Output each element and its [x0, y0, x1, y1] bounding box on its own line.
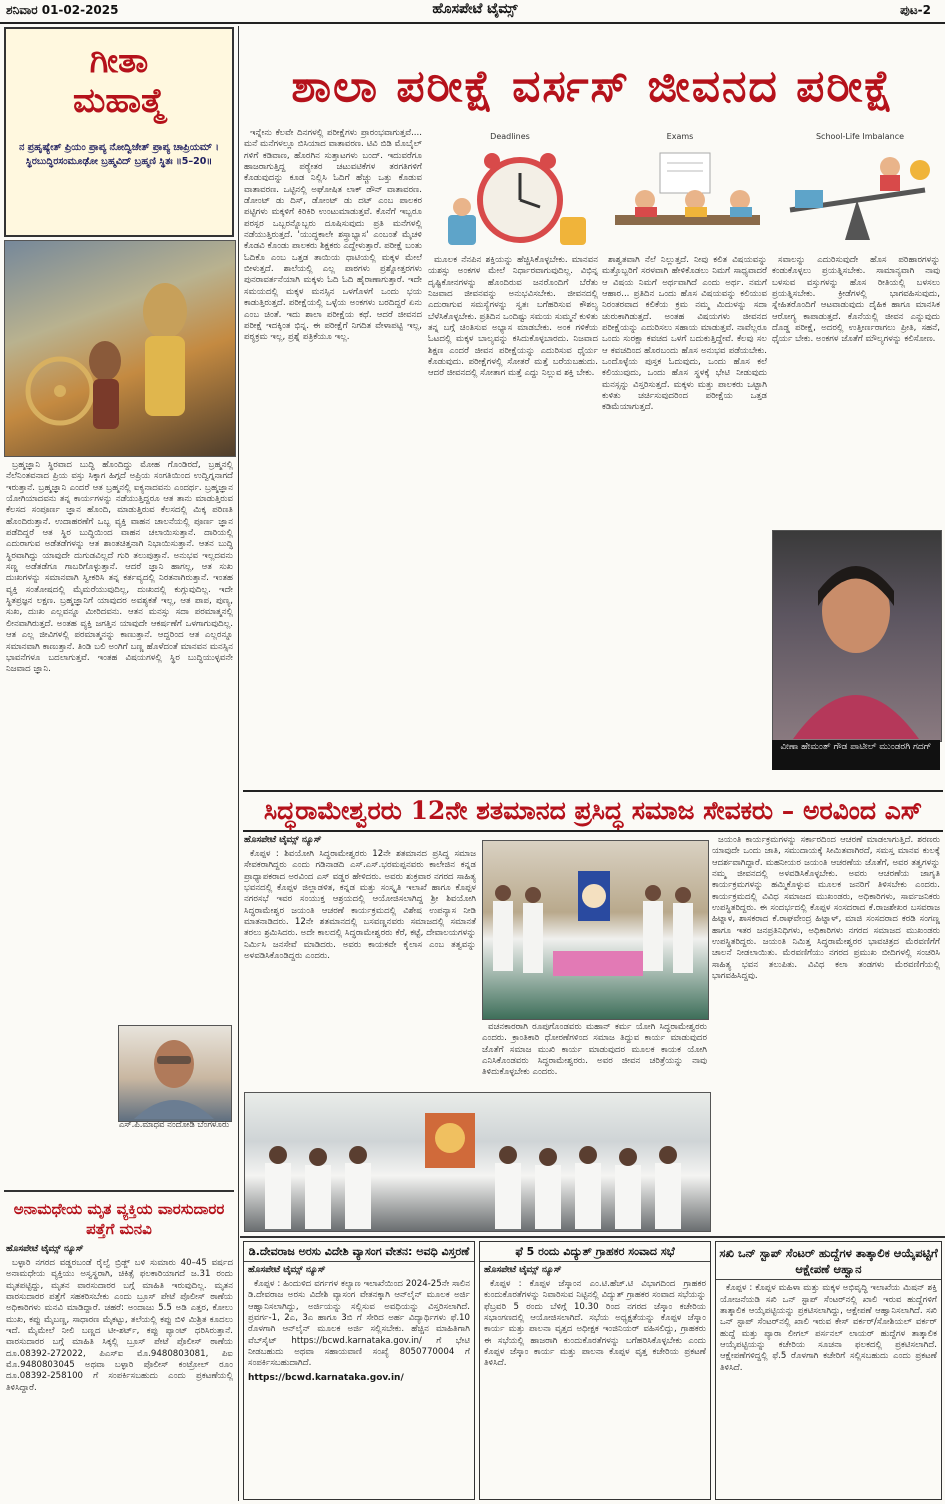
vertical-divider	[238, 26, 239, 1501]
page-number: ಪುಟ-2	[900, 3, 931, 17]
event-photo-procession	[244, 1092, 711, 1232]
lead-title: ಶಾಲಾ ಪರೀಕ್ಷೆ ವರ್ಸಸ್ ಜೀವನದ ಪರೀಕ್ಷೆ	[291, 61, 895, 112]
gita-body	[6, 460, 233, 1020]
stage-people-icon	[483, 841, 706, 1017]
story2-col2-text: ವಚನಕಾರರಾಗಿ ರೂಪುಗೊಂಡವರು ಮಹಾನ್ ಕರ್ಮ ಯೋಗಿ ಸಿದ್ಧರಾಮೇಶ್ವರರು ಎಂದರು. ಕ್ರಾಂತಿಕಾರಿ ಧೋರಣೆಗಳಿಂದ ಸಮಾಜ ತಿದ್ದುವ ಕಾರ್ಯ ಮಾಡುವುದರ ಜೊತೆಗೆ ಸಮಾಜ ಮುಖಿ ಕಾರ್ಯ ಮಾಡುವುದರ ಮೂಲಕ ಕಾಯಕ ಯೋಗಿ ಎನಿಸಿಕೊಂಡವರು ಸಿದ್ಧರಾಮೇಶ್ವರರು. ಅವರ ಜೀವನ ಚರಿತ್ರೆಯನ್ನು ನಾವು ತಿಳಿದುಕೊಳ್ಳಬೇಕು ಎಂದರು.	[482, 1022, 707, 1078]
lead-col1	[244, 128, 422, 780]
gita-title-line1: ಗೀತಾ	[89, 41, 149, 81]
imbalance-illustration	[775, 145, 940, 250]
story2-col1	[244, 835, 476, 1085]
person-silhouette	[119, 1026, 229, 1119]
appeal-body: ಬಳ್ಳಾರಿ ನಗರದ ವಡ್ಡರಬಂಡೆ ರೈಲ್ವೆ ಬ್ರಿಡ್ಜ್ ಬಳಿ ಸುಮಾರು 40–45 ವರ್ಷದ ಅನಾಮಧೇಯ ವ್ಯಕ್ತಿಯು ಅಸ್ವಸ್ಥರಾಗಿ, ಚಿಕಿತ್ಸೆ ಫಲಕಾರಿಯಾಗದೆ ಜ.31 ರಂದು ಮೃತಪಟ್ಟಿದ್ದು, ಮೃತನ ವಾರಸುದಾರರ ಬಗ್ಗೆ ಮಾಹಿತಿ ಇರುವುದಿಲ್ಲ. ಮೃತನ ವಾರಸುದಾರರ ಪತ್ತೆಗೆ ಸಹಕರಿಸಬೇಕು ಎಂದು ಬ್ರೂಸ್ ಪೇಟೆ ಪೊಲೀಸ್ ಠಾಣೆಯ ಅಧಿಕಾರಿಗಳು ಮನವಿ ಮಾಡಿದ್ದಾರೆ. ಚಹರೆ: ಅಂದಾಜು 5.5 ಅಡಿ ಎತ್ತರ, ಕೋಲು ಮುಖ, ಕಪ್ಪು ಮೈಬಣ್ಣ, ಸಾಧಾರಣ ಮೈಕಟ್ಟು, ತಲೆಯಲ್ಲಿ ಕಪ್ಪು ಬಿಳಿ ಮಿಶ್ರಿತ ಕೂದಲು ಇದೆ. ಮೈಮೇಲೆ ನೀಲಿ ಬಣ್ಣದ ಟೀ-ಶರ್ಟ್, ಕಪ್ಪು ಪ್ಯಾಂಟ್ ಧರಿಸಿರುತ್ತಾನೆ. ವಾರಸುದಾರರ ಬಗ್ಗೆ ಮಾಹಿತಿ ಸಿಕ್ಕಲ್ಲಿ ಬ್ರೂಸ್ ಪೇಟೆ ಪೊಲೀಸ್ ಠಾಣೆಯ ದೂ.08392-272022, ಪಿಎಸ್ಐ ಮೊ.9480803081, ಪಿಐ ಮೊ.9480803045 ಅಥವಾ ಬಳ್ಳಾರಿ ಪೊಲೀಸ್ ಕಂಟ್ರೋಲ್ ರೂಂ ದೂ.08392-258100 ಗೆ ಸಂಪರ್ಕಿಸಬಹುದು ಎಂದು ಪ್ರಕಟಣೆಯಲ್ಲಿ ತಿಳಿಸಿದ್ದಾರೆ.	[6, 1257, 233, 1393]
story2-col3	[712, 835, 940, 1230]
brief1-box	[243, 1241, 475, 1500]
seesaw-icon	[775, 145, 940, 250]
illus-label-exams: Exams	[666, 132, 694, 141]
author-photo-veena	[772, 530, 942, 742]
brief3-box	[715, 1241, 942, 1500]
gita-verse: ನ ಪ್ರಹೃಷ್ಯೇತ್ ಪ್ರಿಯಂ ಪ್ರಾಪ್ಯ ನೋದ್ವಿಜೇತ್ ಪ್ರಾಪ್ಯ ಚಾಪ್ರಿಯಮ್ । ಸ್ಥಿರಬುದ್ಧಿರಸಂಮೂಢೋ ಬ್ರಹ್ಮವಿದ್ ಬ್ರಹ್ಮಣಿ ಸ್ಥಿತಃ ॥5–20॥	[19, 142, 219, 167]
gita-box	[4, 27, 234, 237]
author-caption-madhava	[118, 1120, 230, 1131]
appeal-title: ಅನಾಮಧೇಯ ಮೃತ ವ್ಯಕ್ತಿಯ ವಾರಸುದಾರರ ಪತ್ತೆಗೆ ಮನವಿ	[13, 1200, 225, 1238]
chariot-illustration	[5, 241, 233, 454]
divider-bottom	[240, 1236, 945, 1238]
brief1-text	[244, 1262, 474, 1498]
story2-col2	[482, 1022, 707, 1087]
lead-col4	[772, 255, 940, 525]
issue-date: ಶನಿವಾರ 01-02-2025	[6, 3, 119, 17]
bcwd-website-link[interactable]: https://bcwd.karnataka.gov.in/	[248, 1372, 404, 1383]
story2-byline: ಹೊಸಪೇಟೆ ಟೈಮ್ಸ್ ನ್ಯೂಸ್	[244, 835, 322, 845]
brief3-title: ಸಖಿ ಒನ್ ಸ್ಟಾಪ್ ಸೆಂಟರ್ ಹುದ್ದೆಗಳ ತಾತ್ಕಾಲಿಕ ಆಯ್ಕೆಪಟ್ಟಿಗೆ ಆಕ್ಷೇಪಣೆ ಆಹ್ವಾನ	[716, 1242, 941, 1280]
lead-col2	[428, 255, 598, 780]
brief2-text	[480, 1262, 710, 1498]
woman-portrait	[773, 531, 939, 739]
brief2-title: ಫೆ 5 ರಂದು ವಿದ್ಯುತ್ ಗ್ರಾಹಕರ ಸಂವಾದ ಸಭೆ	[480, 1242, 710, 1262]
story2-col1-text: ಕೊಪ್ಪಳ : ಶಿವಯೋಗಿ ಸಿದ್ಧರಾಮೇಶ್ವರರು 12ನೇ ಶತಮಾನದ ಪ್ರಸಿದ್ಧ ಸಮಾಜ ಸೇವಕರಾಗಿದ್ದರು ಎಂದು ಗಡಿನಾಡದಿ ಎಸ್.ಎಸ್.ಭರಮಪ್ಪನವರು ಕಾಲೇಜಿನ ಕನ್ನಡ ಪ್ರಾಧ್ಯಾಪಕರಾದ ಅರವಿಂದ ಎಸ್ ವಡ್ಡರ ಹೇಳಿದರು. ಅವರು ಶುಕ್ರವಾರ ನಗರದ ಸಾಹಿತ್ಯ ಭವನದಲ್ಲಿ ಕೊಪ್ಪಳ ಜಿಲ್ಲಾಡಳಿತ, ಕನ್ನಡ ಮತ್ತು ಸಂಸ್ಕೃತಿ ಇಲಾಖೆ ಹಾಗೂ ಕೊಪ್ಪಳ ನಗರಸಭೆ ಇವರ ಸಂಯುಕ್ತ ಆಶ್ರಯದಲ್ಲಿ ಆಯೋಜಿಸಲಾಗಿದ್ದ ಶ್ರೀ ಶಿವಯೋಗಿ ಸಿದ್ಧರಾಮೇಶ್ವರ ಜಯಂತಿ ಆಚರಣೆ ಕಾರ್ಯಕ್ರಮದಲ್ಲಿ ವಿಶೇಷ ಉಪನ್ಯಾಸ ನೀಡಿ ಮಾತನಾಡಿದರು. 12ನೇ ಶತಮಾನದಲ್ಲಿ ಬಸವಣ್ಣನವರು ಸಮಾಜದಲ್ಲಿ ಸಮಾನತೆ ತರಲು ಶ್ರಮಿಸಿದರು. ಅದೇ ಕಾಲದಲ್ಲಿ ಸಿದ್ಧರಾಮೇಶ್ವರರು ಕೆರೆ, ಕಟ್ಟೆ, ದೇವಾಲಯಗಳನ್ನು ನಿರ್ಮಿಸಿ ಜನಸೇವೆ ಮಾಡಿದರು. ಅವರು ಕಾಯಕವೇ ಕೈಲಾಸ ಎಂಬ ತತ್ವವನ್ನು ಅಳವಡಿಸಿಕೊಂಡಿದ್ದರು ಎಂದರು.	[244, 848, 476, 961]
exam-desk-icon	[605, 145, 770, 250]
story2-col3-text: ಜಯಂತಿ ಕಾರ್ಯಕ್ರಮಗಳನ್ನು ಸರ್ಕಾರದಿಂದ ಆಚರಣೆ ಮಾಡಲಾಗುತ್ತಿದೆ. ಶರಣರು ಯಾವುದೇ ಒಂದು ಜಾತಿ, ಸಮುದಾಯಕ್ಕೆ ಸೀಮಿತವಾಗಿರದೆ, ಸಮಸ್ತ ಮಾನವ ಕುಲಕ್ಕೆ ಆದರ್ಶವಾಗಿದ್ದಾರೆ. ಮಹನೀಯರ ಜಯಂತಿ ಆಚರಣೆಯ ಜೊತೆಗೆ, ಅವರ ತತ್ವಗಳನ್ನು ನಮ್ಮ ಜೀವನದಲ್ಲಿ ಅಳವಡಿಸಿಕೊಳ್ಳಬೇಕು. ಅವರು ಆಚರಣೆಯ ಜಾಗೃತಿ ಕಾರ್ಯಕ್ರಮಗಳನ್ನು ಹಮ್ಮಿಕೊಳ್ಳುವ ಮೂಲಕ ಜನರಿಗೆ ತಿಳಿಸಬೇಕು ಎಂದರು. ಕಾರ್ಯಕ್ರಮದಲ್ಲಿ ವಿವಿಧ ಸಮಾಜದ ಮುಖಂಡರು, ಅಧಿಕಾರಿಗಳು, ಸಾರ್ವಜನಿಕರು ಉಪಸ್ಥಿತರಿದ್ದರು. ಈ ಸಂದರ್ಭದಲ್ಲಿ ಕೊಪ್ಪಳ ಸಂಸದರಾದ ಕೆ.ರಾಜಶೇಖರ ಬಸವರಾಜ ಹಿಟ್ನಾಳ, ಶಾಸಕರಾದ ಕೆ.ರಾಘವೇಂದ್ರ ಹಿಟ್ನಾಳ್, ಮಾಜಿ ಸಂಸದರಾದ ಕರಡಿ ಸಂಗಣ್ಣ ಹಾಗೂ ಇತರ ಜನಪ್ರತಿನಿಧಿಗಳು, ಅಧಿಕಾರಿಗಳು ನಗರದ ಸಮಾಜದ ಮುಖಂಡರು ಉಪಸ್ಥಿತರಿದ್ದರು. ಜಯಂತಿ ನಿಮಿತ್ತ ಸಿದ್ಧರಾಮೇಶ್ವರರ ಭಾವಚಿತ್ರದ ಮೆರವಣಿಗೆಗೆ ಚಾಲನೆ ನೀಡಲಾಯಿತು. ಮೆರವಣಿಗೆಯು ನಗರದ ಪ್ರಮುಖ ಬೀದಿಗಳಲ್ಲಿ ಸಂಚರಿಸಿ ಸಾಹಿತ್ಯ ಭವನ ತಲುಪಿತು. ವಿವಿಧ ಕಲಾ ತಂಡಗಳು ಮೆರವಣಿಗೆಯಲ್ಲಿ ಭಾಗವಹಿಸಿದ್ದವು.	[712, 835, 940, 982]
brief1-title: ಡಿ.ದೇವರಾಜ ಅರಸು ವಿದೇಶಿ ವ್ಯಾಸಂಗ ವೇತನ: ಅವಧಿ ವಿಸ್ತರಣೆ	[244, 1242, 474, 1262]
illus-label-deadlines: Deadlines	[490, 132, 530, 141]
author-caption-veena	[772, 740, 940, 770]
lead-col2-text: ಮೂಲಕ ನೆನಪಿನ ಶಕ್ತಿಯನ್ನು ಹೆಚ್ಚಿಸಿಕೊಳ್ಳಬೇಕು. ಮಾನವನ ಯಶಸ್ಸು ಅಂಕಗಳ ಮೇಲೆ ನಿರ್ಧಾರವಾಗುವುದಿಲ್ಲ. ವಿಭಿನ್ನ ದೃಷ್ಟಿಕೋನಗಳನ್ನು ಹೊಂದಿರುವ ಜನರೊಂದಿಗೆ ಬೆರೆತು ನಿಜವಾದ ಜೀವನವನ್ನು ಅನುಭವಿಸಬೇಕು. ಜೀವನದಲ್ಲಿ ಎದುರಾಗುವ ಸಮಸ್ಯೆಗಳನ್ನು ಸ್ವತಃ ಬಗೆಹರಿಸುವ ಕೌಶಲ್ಯ ಬೆಳೆಸಿಕೊಳ್ಳಬೇಕು. ಪ್ರತಿದಿನ ಒಂದಿಷ್ಟು ಸಮಯ ಸುಮ್ಮನೆ ಕುಳಿತು ತನ್ನ ಬಗ್ಗೆ ಚಿಂತಿಸುವ ಅಭ್ಯಾಸ ಮಾಡಬೇಕು. ಅಂಕ ಗಳಿಕೆಯ ಓಟದಲ್ಲಿ ಮಕ್ಕಳ ಬಾಲ್ಯವನ್ನು ಕಸಿದುಕೊಳ್ಳಬಾರದು. ನಿಜವಾದ ಶಿಕ್ಷಣ ಎಂದರೆ ಜೀವನ ಪರೀಕ್ಷೆಯನ್ನು ಎದುರಿಸುವ ಧೈರ್ಯ ಕೊಡುವುದು. ಪರೀಕ್ಷೆಗಳಲ್ಲಿ ಸೋತರೆ ಮತ್ತೆ ಬರೆಯಬಹುದು. ಆದರೆ ಜೀವನದಲ್ಲಿ ಸೋತಾಗ ಮತ್ತೆ ಎದ್ದು ನಿಲ್ಲುವ ಶಕ್ತಿ ಬೇಕು.	[428, 255, 598, 379]
divider-left	[4, 1190, 234, 1192]
krishna-arjuna-painting	[4, 240, 236, 457]
brief3-body: ಕೊಪ್ಪಳ : ಕೊಪ್ಪಳ ಮಹಿಳಾ ಮತ್ತು ಮಕ್ಕಳ ಅಭಿವೃದ್ಧಿ ಇಲಾಖೆಯ ಮಿಷನ್ ಶಕ್ತಿ ಯೋಜನೆಯಡಿ ಸಖಿ ಒನ್ ಸ್ಟಾಪ್ ಸೆಂಟರ್‌ನಲ್ಲಿ ಖಾಲಿ ಇರುವ ಹುದ್ದೆಗಳಿಗೆ ತಾತ್ಕಾಲಿಕ ಆಯ್ಕೆಪಟ್ಟಿಯನ್ನು ಪ್ರಕಟಿಸಲಾಗಿದ್ದು, ಆಕ್ಷೇಪಣೆ ಆಹ್ವಾನಿಸಲಾಗಿದೆ. ಸಖಿ ಒನ್ ಸ್ಟಾಪ್ ಸೆಂಟರ್‌ನಲ್ಲಿ ಖಾಲಿ ಇರುವ ಕೇಸ್ ವರ್ಕರ್/ಸೋಶಿಯಲ್ ವರ್ಕರ್ ಹುದ್ದೆ ಮತ್ತು ಪ್ಯಾರಾ ಲೀಗಲ್ ಪರ್ಸನಲ್ ಲಾಯರ್ ಹುದ್ದೆಗಳ ತಾತ್ಕಾಲಿಕ ಆಯ್ಕೆಪಟ್ಟಿಯನ್ನು ಕಚೇರಿಯ ಸೂಚನಾ ಫಲಕದಲ್ಲಿ ಪ್ರಕಟಿಸಲಾಗಿದೆ. ಆಕ್ಷೇಪಣೆಗಳಿದ್ದಲ್ಲಿ ಫೆ.5 ರೊಳಗಾಗಿ ಕಚೇರಿಗೆ ಸಲ್ಲಿಸಬಹುದು ಎಂದು ಪ್ರಕಟಣೆ ತಿಳಿಸಿದೆ.	[720, 1283, 937, 1373]
brief2-byline: ಹೊಸಪೇಟೆ ಟೈಮ್ಸ್ ನ್ಯೂಸ್	[484, 1265, 562, 1275]
appeal-article	[6, 1244, 233, 1499]
gita-body-text: ಬ್ರಹ್ಮಜ್ಞಾನಿ ಸ್ಥಿರವಾದ ಬುದ್ಧಿ ಹೊಂದಿದ್ದು ಮೋಹ ಗೊಂಡಿರದೆ, ಬ್ರಹ್ಮನಲ್ಲಿ ನೆಲೆನಿಂತವನಾದ ಪ್ರಿಯ ವಸ್ತು ಸಿಕ್ಕಾಗ ಹಿಗ್ಗದೆ ಅಪ್ರಿಯ ಸಂಗತಿಯಿಂದ ಉದ್ವಿಗ್ನನಾಗದೆ ಇರುತ್ತಾನೆ. ಬ್ರಹ್ಮಜ್ಞಾನಿ ಎಂದರೆ ಆತ ಬ್ರಹ್ಮನಲ್ಲಿ ಐಕ್ಯನಾದವನು ಎಂದರ್ಥ. ಬ್ರಹ್ಮಜ್ಞಾನ ಯೋಗಿಯಾದವನು ತನ್ನ ಕಾರ್ಯಗಳನ್ನು ನಡೆಯುತ್ತಿದ್ದರೂ ಆತ ತಾನು ಮಾಡುತ್ತಿರುವ ಕೆಲಸದ ಸಂಪೂರ್ಣ ಜ್ಞಾನ ಹೊಂದಿ, ಮಾಡುತ್ತಿರುವ ಕೆಲಸದಲ್ಲಿ ಮಿಕ್ಕ ಪರಿಣತಿ ಹೊಂದಿರುತ್ತಾನೆ. ಉದಾಹರಣೆಗೆ ಒಬ್ಬ ವ್ಯಕ್ತಿ ವಾಹನ ಚಾಲನೆಯಲ್ಲಿ ಪೂರ್ಣ ಜ್ಞಾನ ಪಡೆದಿದ್ದರೆ ಆತ ಸ್ಥಿರ ಬುದ್ಧಿಯಿಂದ ವಾಹನ ಚಲಾಯಿಸುತ್ತಾನೆ. ದಾರಿಯಲ್ಲಿ ಎದುರಾಗುವ ಅಡೆತಡೆಗಳನ್ನು ಆತ ಶಾಂತಚಿತ್ತನಾಗಿ ನಿಭಾಯಿಸುತ್ತಾನೆ. ಆತನ ಬುದ್ಧಿ ಸ್ಥಿರವಾಗಿದ್ದು ಯಾವುದೇ ದುಗುಡವಿಲ್ಲದೆ ಗುರಿ ತಲುಪುತ್ತಾನೆ. ಅನುಭವ ಇಲ್ಲದವನು ಸಣ್ಣ ಅಡೆತಡೆಗೂ ಗಾಬರಿಗೊಳ್ಳುತ್ತಾನೆ. ಆದರೆ ಜ್ಞಾನಿ ಹಾಗಲ್ಲ, ಆತ ಸುಖ ದುಃಖಗಳನ್ನು ಸಮಾನವಾಗಿ ಸ್ವೀಕರಿಸಿ ತನ್ನ ಕರ್ತವ್ಯದಲ್ಲಿ ನಿರತನಾಗಿರುತ್ತಾನೆ. ಇಂತಹ ವ್ಯಕ್ತಿ ಸಂತೋಷದಲ್ಲಿ ಮೈಮರೆಯುವುದಿಲ್ಲ, ದುಃಖದಲ್ಲಿ ಕುಗ್ಗುವುದಿಲ್ಲ. ಇದೇ ಸ್ಥಿತಪ್ರಜ್ಞನ ಲಕ್ಷಣ. ಬ್ರಹ್ಮಜ್ಞಾನಿಗೆ ಯಾವುದರ ಅವಶ್ಯಕತೆ ಇಲ್ಲ, ಆತ ಪಾಪ, ಪುಣ್ಯ, ಸುಖ, ದುಃಖ ಎಲ್ಲವನ್ನೂ ಮೀರಿದವನು. ಆತನ ಮನಸ್ಸು ಸದಾ ಪರಮಾತ್ಮನಲ್ಲಿ ಲೀನವಾಗಿರುತ್ತದೆ. ಅಂತಹ ವ್ಯಕ್ತಿ ಜಗತ್ತಿನ ಯಾವುದೇ ಆಕರ್ಷಣೆಗೆ ಒಳಗಾಗುವುದಿಲ್ಲ. ಆತ ಎಲ್ಲ ಜೀವಿಗಳಲ್ಲಿ ಪರಮಾತ್ಮನನ್ನು ಕಾಣುತ್ತಾನೆ. ಆದ್ದರಿಂದ ಆತ ಎಲ್ಲರನ್ನೂ ಸಮಾನವಾಗಿ ಕಾಣುತ್ತಾನೆ. ತಿಂಡಿ ಬಲಿ ಅಂಗಿಗೆ ಬಣ್ಣ ಹೊಳೆದಂತೆ ಮಾನವನ ಮನಸ್ಸಿನ ಭಾವನೆಗಳೂ ಬದಲಾಗುತ್ತವೆ. ಇಂತಹ ವಿಷಯಗಳಲ್ಲಿ ಸ್ಥಿರ ಬುದ್ಧಿಯುಳ್ಳವನೇ ನಿಜವಾದ ಜ್ಞಾನಿ.	[6, 460, 233, 675]
brief3-text	[716, 1280, 941, 1501]
author-caption-text: ಎಸ್.ಪಿ.ಮಾಧವ ನಂದೋಡಿ ಬೆಂಗಳೂರು	[118, 1120, 230, 1130]
brief2-box	[479, 1241, 711, 1500]
author-caption-veena-text: ವೀಣಾ ಹೇಮಂತ್ ಗೌಡ ಪಾಟೀಲ್ ಮುಂಡರಗಿ ಗದಗ್	[780, 742, 932, 752]
appeal-byline: ಹೊಸಪೇಟೆ ಟೈಮ್ಸ್ ನ್ಯೂಸ್	[6, 1244, 84, 1254]
deadlines-illustration	[430, 145, 600, 250]
brief2-body: ಕೊಪ್ಪಳ : ಕೊಪ್ಪಳ ಜೆಸ್ಕಾಂನ ಎಂ.ಟಿ.ಹೆಚ್.ಟಿ ವಿಭಾಗದಿಂದ ಗ್ರಾಹಕರ ಕುಂದುಕೊರತೆಗಳನ್ನು ನಿವಾರಿಸುವ ನಿಟ್ಟಿನಲ್ಲಿ ವಿದ್ಯುತ್ ಗ್ರಾಹಕರ ಸಂವಾದ ಸಭೆಯನ್ನು ಫೆಬ್ರವರಿ 5 ರಂದು ಬೆಳಿಗ್ಗೆ 10.30 ರಿಂದ ನಗರದ ಜೆಸ್ಕಾಂ ಕಚೇರಿಯ ಸಭಾಂಗಣದಲ್ಲಿ ಆಯೋಜಿಸಲಾಗಿದೆ. ಸಭೆಯ ಅಧ್ಯಕ್ಷತೆಯನ್ನು ಕೊಪ್ಪಳ ಜೆಸ್ಕಾಂ ಕಾರ್ಯ ಮತ್ತು ಪಾಲನಾ ವೃತ್ತದ ಅಧೀಕ್ಷಕ ಇಂಜಿನಿಯರ್ ವಹಿಸಲಿದ್ದು, ಗ್ರಾಹಕರು ಈ ಸಭೆಯಲ್ಲಿ ಹಾಜರಾಗಿ ಕುಂದುಕೊರತೆಗಳನ್ನು ಬಗೆಹರಿಸಿಕೊಳ್ಳಬೇಕು ಎಂದು ಕೊಪ್ಪಳ ಜೆಸ್ಕಾಂ ಕಾರ್ಯ ಮತ್ತು ಪಾಲನಾ ಕೊಪ್ಪಳ ವೃತ್ತ ಕಚೇರಿಯ ಪ್ರಕಟಣೆ ತಿಳಿಸಿದೆ.	[484, 1278, 706, 1369]
procession-people-icon	[245, 1093, 708, 1229]
author-photo-madhava	[118, 1025, 232, 1122]
exams-illustration	[605, 145, 770, 250]
lead-col3	[602, 255, 767, 780]
lead-col3-text: ಶಾಶ್ವತವಾಗಿ ನೆಲೆ ನಿಲ್ಲುತ್ತದೆ. ನೀವು ಕಲಿತ ವಿಷಯವನ್ನು ಮತ್ತೊಬ್ಬರಿಗೆ ಸರಳವಾಗಿ ಹೇಳಿಕೊಡಲು ನಿಮಗೆ ಸಾಧ್ಯವಾದರೆ ಆ ವಿಷಯ ನಿಮಗೆ ಅರ್ಥವಾಗಿದೆ ಎಂದು ಅರ್ಥ. ನಮಗೆ ಆಹಾರ... ಪ್ರತಿದಿನ ಒಂದು ಹೊಸ ವಿಷಯವನ್ನು ಕಲಿಯುವ ನಿರಂತರವಾದ ಕಲಿಕೆಯ ಕ್ರಮ ನಮ್ಮ ಮಿದುಳನ್ನು ಸದಾ ಚುರುಕಾಗಿಡುತ್ತದೆ. ಅಂತಹ ವಿಷಯಗಳು ಜೀವನದ ಪರೀಕ್ಷೆಯನ್ನು ಎದುರಿಸಲು ಸಹಾಯ ಮಾಡುತ್ತವೆ. ನಾವೆಲ್ಲರೂ ಒಂದು ಸುರಕ್ಷಾ ಕವಚದ ಒಳಗೆ ಬದುಕುತ್ತಿದ್ದೇವೆ. ಕೆಲವು ಸಲ ಆ ಕವಚದಿಂದ ಹೊರಬಂದು ಹೊಸ ಅನುಭವ ಪಡೆಯಬೇಕು. ಒಂದೊಳ್ಳೆಯ ಪುಸ್ತಕ ಓದುವುದು, ಒಂದು ಹೊಸ ಕಲೆ ಕಲಿಯುವುದು, ಒಂದು ಹೊಸ ಸ್ಥಳಕ್ಕೆ ಭೇಟಿ ನೀಡುವುದು ಮನಸ್ಸನ್ನು ವಿಸ್ತರಿಸುತ್ತದೆ. ಮಕ್ಕಳು ಮತ್ತು ಪಾಲಕರು ಒಟ್ಟಾಗಿ ಕುಳಿತು ಚರ್ಚಿಸುವುದರಿಂದ ಪರೀಕ್ಷೆಯ ಒತ್ತಡ ಕಡಿಮೆಯಾಗುತ್ತದೆ.	[602, 255, 767, 413]
clock-icon	[430, 145, 600, 250]
illus-label-imbalance: School-Life Imbalance	[815, 132, 905, 141]
story2-title: ಸಿದ್ಧರಾಮೇಶ್ವರರು 12ನೇ ಶತಮಾನದ ಪ್ರಸಿದ್ಧ ಸಮಾಜ ಸೇವಕರು – ಅರವಿಂದ ಎಸ್	[243, 790, 943, 832]
masthead: ಹೊಸಪೇಟೆ ಟೈಮ್ಸ್	[432, 1, 518, 17]
brief1-body: ಕೊಪ್ಪಳ : ಹಿಂದುಳಿದ ವರ್ಗಗಳ ಕಲ್ಯಾಣ ಇಲಾಖೆಯಿಂದ 2024-25ನೇ ಸಾಲಿನ ಡಿ.ದೇವರಾಜ ಅರಸು ವಿದೇಶಿ ವ್ಯಾಸಂಗ ವೇತನಕ್ಕಾಗಿ ಆನ್‍ಲೈನ್ ಮೂಲಕ ಅರ್ಜಿ ಆಹ್ವಾನಿಸಲಾಗಿದ್ದು, ಅರ್ಜಿಯನ್ನು ಸಲ್ಲಿಸುವ ಅವಧಿಯನ್ನು ವಿಸ್ತರಿಸಲಾಗಿದೆ. ಪ್ರವರ್ಗ-1, 2ಎ, 3ಎ ಹಾಗೂ 3ಬಿ ಗೆ ಸೇರಿದ ಅರ್ಹ ವಿದ್ಯಾರ್ಥಿಗಳು ಫೆ.10 ರೊಳಗಾಗಿ ಆನ್‍ಲೈನ್ ಮೂಲಕ ಅರ್ಜಿ ಸಲ್ಲಿಸಬೇಕು. ಹೆಚ್ಚಿನ ಮಾಹಿತಿಗಾಗಿ ವೆಬ್‍ಸೈಟ್ https://bcwd.karnataka.gov.in/ ಗೆ ಭೇಟಿ ನೀಡಬಹುದು ಅಥವಾ ಸಹಾಯವಾಣಿ ಸಂಖ್ಯೆ 8050770004 ಗೆ ಸಂಪರ್ಕಿಸಬಹುದಾಗಿದೆ.	[248, 1278, 470, 1369]
lead-col1-text: ಇನ್ನೇನು ಕೆಲವೇ ದಿನಗಳಲ್ಲಿ ಪರೀಕ್ಷೆಗಳು ಪ್ರಾರಂಭವಾಗುತ್ತವೆ.... ಮನೆ ಮನೆಗಳಲ್ಲೂ ಬಿಸಿಯಾದ ವಾತಾವರಣ. ಟಿವಿ ಬಿಡಿ ಮೊಬೈಲ್ ಗಳಿಗೆ ಕಡಿವಾಣ, ಹೊರಗಿನ ಸುತ್ತಾಟಗಳು ಬಂದ್. ಇದುವರೆಗೂ ಹಾಜರಾಗುತ್ತಿದ್ದ ಪಠ್ಯೇತರ ಚಟುವಟಿಕೆಗಳ ತರಗತಿಗಳಿಗೆ ಕೊಡುವುದನ್ನು ಕೂಡ ನಿಲ್ಲಿಸಿ ಓದಿಗೆ ಹೆಚ್ಚು ಒತ್ತು ಕೊಡುವ ವಾತಾವರಣ. ಒಟ್ಟಿನಲ್ಲಿ ಅಘೋಷಿತ ಲಾಕ್ ಡೌನ್ ವಾತಾವರಣ. ಡೋಂಟ್ ಡು ದಿಸ್, ಡೋಂಟ್ ಡು ದಟ್ ಎಂಬ ಪಾಲಕರ ಪಟ್ಟಿಗಳು ಮಕ್ಕಳಿಗೆ ಕಿರಿಕಿರಿ ಉಂಟುಮಾಡುತ್ತವೆ. ಕೊನೆಗೆ ಇಬ್ಬರೂ ಪರಸ್ಪರ ಒಬ್ಬರನ್ನೊಬ್ಬರು ದೂಷಿಸುವುದು ಪ್ರತಿ ಮನೆಗಳಲ್ಲಿ ನಡೆಯುತ್ತಿರುತ್ತದೆ. 'ಯುದ್ಧಕಾಲೇ ಶಸ್ತ್ರಾಭ್ಯಾಸ' ಎಂಬಂತೆ ಮೈಚಳಿ ಕೊಡವಿ ಕೊಂಡು ಪಾಲಕರು ಶಿಕ್ಷಕರು ಎದ್ದೇಳುತ್ತಾರೆ. ಪರೀಕ್ಷೆ ಬಂತು ಓದಿಕೊ ಎಂಬ ಒತ್ತಡ ತಾಯಿಯ ಧಾಟಿಯಲ್ಲಿ ಮಕ್ಕಳ ಮೇಲೆ ಬೀಳುತ್ತದೆ. ಶಾಲೆಯಲ್ಲಿ ಎಲ್ಲ ಪಾಠಗಳು ಪ್ರಶ್ನೋತ್ತರಗಳು ಪುನರಾವರ್ತನೆಯಾಗಿ ಮಕ್ಕಳು ಓದಿ ಓದಿ ಹೈರಾಣಾಗುತ್ತಾರೆ. ಇದೇ ಸಮಯದಲ್ಲಿ ಮಕ್ಕಳ ಮನಸ್ಸಿನ ಒಳಗೊಳಗೆ ಒಂದು ಭಯ ಕಾಡುತ್ತಿರುತ್ತದೆ. ಪರೀಕ್ಷೆಯಲ್ಲಿ ಒಳ್ಳೆಯ ಅಂಕಗಳು ಬರದಿದ್ದರೆ ಏನು ಎಂಬ ಚಿಂತೆ. ಇದು ಶಾಲಾ ಪರೀಕ್ಷೆಯ ಕಥೆ. ಆದರೆ ಜೀವನದ ಪರೀಕ್ಷೆ ಇದಕ್ಕಿಂತ ಭಿನ್ನ. ಈ ಪರೀಕ್ಷೆಗೆ ನಿಗದಿತ ವೇಳಾಪಟ್ಟಿ ಇಲ್ಲ, ಪಠ್ಯಕ್ರಮ ಇಲ್ಲ, ಪ್ರಶ್ನೆ ಪತ್ರಿಕೆಯೂ ಇಲ್ಲ.	[244, 128, 422, 343]
event-photo-stage	[482, 840, 709, 1020]
brief1-byline: ಹೊಸಪೇಟೆ ಟೈಮ್ಸ್ ನ್ಯೂಸ್	[248, 1265, 326, 1275]
lead-col4-text: ಸವಾಲನ್ನು ಎದುರಿಸುವುದೇ ಹೊಸ ಪರಿಹಾರಗಳನ್ನು ಕಂಡುಕೊಳ್ಳಲು ಪ್ರಯತ್ನಿಸಬೇಕು. ಸಾಮಾನ್ಯವಾಗಿ ನಾವು ಬಳಸುವ ವಸ್ತುಗಳನ್ನು ಹೊಸ ರೀತಿಯಲ್ಲಿ ಬಳಸಲು ಪ್ರಯತ್ನಿಸಬೇಕು. ಕ್ರೀಡೆಗಳಲ್ಲಿ ಭಾಗವಹಿಸುವುದು, ಸ್ನೇಹಿತರೊಂದಿಗೆ ಆಟವಾಡುವುದು ದೈಹಿಕ ಹಾಗೂ ಮಾನಸಿಕ ಆರೋಗ್ಯ ಕಾಪಾಡುತ್ತದೆ. ಕೊನೆಯಲ್ಲಿ ಜೀವನ ಎನ್ನುವುದು ದೊಡ್ಡ ಪರೀಕ್ಷೆ, ಅದರಲ್ಲಿ ಉತ್ತೀರ್ಣರಾಗಲು ಪ್ರೀತಿ, ಸಹನೆ, ಧೈರ್ಯ ಬೇಕು. ಅಂಕಗಳ ಜೊತೆಗೆ ಮೌಲ್ಯಗಳನ್ನು ಕಲಿಸೋಣ.	[772, 255, 940, 345]
gita-title-line2: ಮಹಾತ್ಮೆ	[73, 81, 165, 121]
